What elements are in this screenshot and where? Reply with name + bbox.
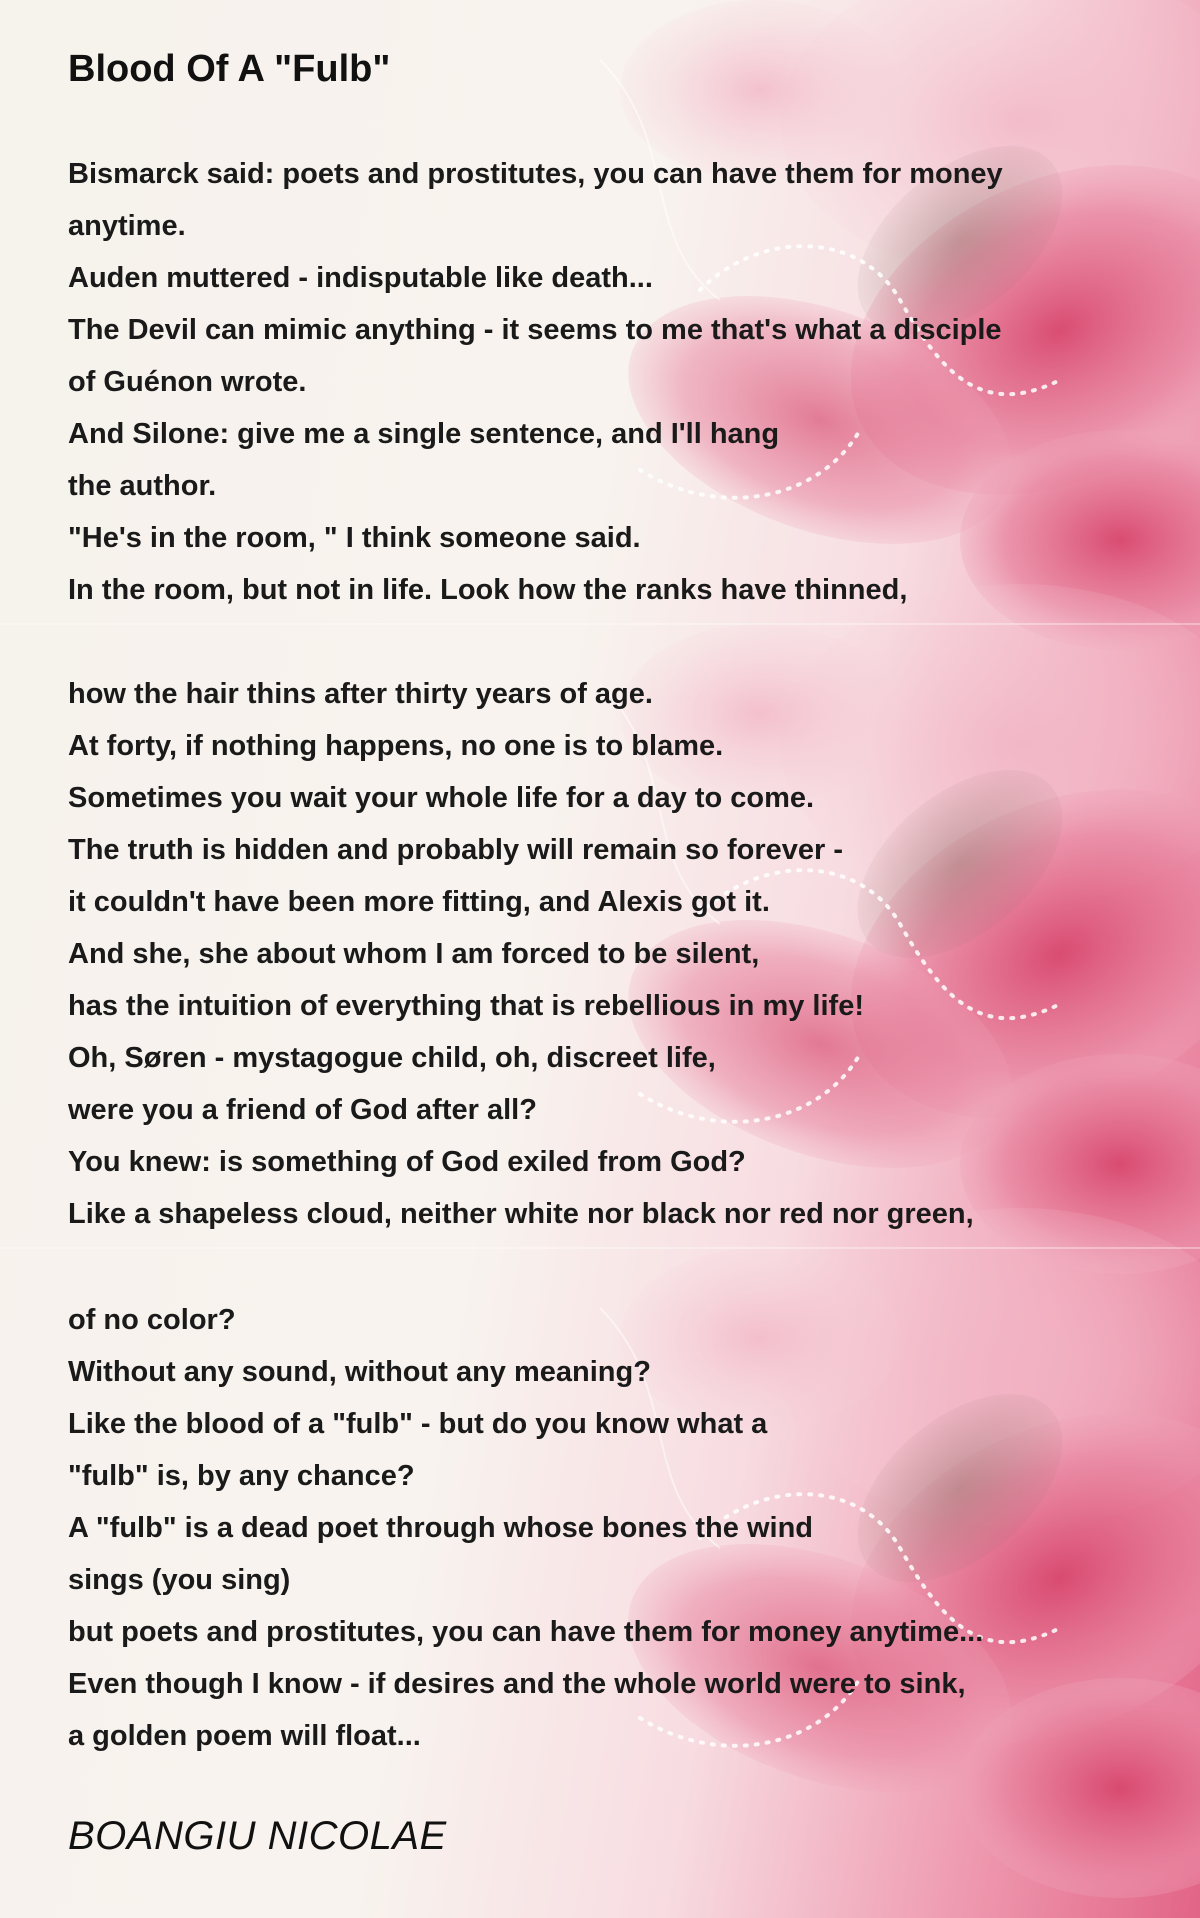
poem-line: it couldn't have been more fitting, and Alexis got it. — [68, 886, 770, 918]
poem-line: Bismarck said: poets and prostitutes, you can have them for money — [68, 158, 1003, 190]
poem-line: were you a friend of God after all? — [68, 1094, 537, 1126]
poem-line: Oh, Søren - mystagogue child, oh, discreet life, — [68, 1042, 716, 1074]
poem-line: Like the blood of a "fulb" - but do you know what a — [68, 1408, 768, 1440]
poem-stanza-3 — [68, 1294, 983, 1762]
poem-line: "fulb" is, by any chance? — [68, 1460, 415, 1492]
poem-line: Auden muttered - indisputable like death... — [68, 262, 653, 294]
poem-line: of Guénon wrote. — [68, 366, 307, 398]
poem-line: of no color? — [68, 1304, 236, 1336]
poem-line: And she, she about whom I am forced to be silent, — [68, 938, 760, 970]
poem-line: but poets and prostitutes, you can have them for money anytime... — [68, 1616, 984, 1648]
poem-line: Without any sound, without any meaning? — [68, 1356, 651, 1388]
poem-line: Even though I know - if desires and the whole world were to sink, — [68, 1668, 966, 1700]
poem-line: how the hair thins after thirty years of age. — [68, 678, 653, 710]
poem-line: Like a shapeless cloud, neither white nor black nor red nor green, — [68, 1198, 974, 1230]
poem-line: At forty, if nothing happens, no one is to blame. — [68, 730, 724, 762]
poem-line: sings (you sing) — [68, 1564, 291, 1596]
poem-line: A "fulb" is a dead poet through whose bones the wind — [68, 1512, 813, 1544]
poem-line: has the intuition of everything that is rebellious in my life! — [68, 990, 864, 1022]
poem-line: And Silone: give me a single sentence, and I'll hang — [68, 418, 780, 450]
poem-title: Blood Of A "Fulb" — [68, 48, 391, 90]
poem-line: the author. — [68, 470, 217, 502]
poem-line: The Devil can mimic anything - it seems to me that's what a disciple — [68, 314, 1002, 346]
poem-line: a golden poem will float... — [68, 1720, 421, 1752]
poem-line: The truth is hidden and probably will remain so forever - — [68, 834, 844, 866]
poem-line: Sometimes you wait your whole life for a day to come. — [68, 782, 815, 814]
poem-stanza-2 — [68, 668, 974, 1240]
poem-line: anytime. — [68, 210, 186, 242]
poem-line: You knew: is something of God exiled from God? — [68, 1146, 746, 1178]
poem-line: In the room, but not in life. Look how the ranks have thinned, — [68, 574, 908, 606]
poem-stanza-1 — [68, 148, 1003, 616]
poem-author: BOANGIU NICOLAE — [68, 1814, 447, 1858]
poem-line: "He's in the room, " I think someone said. — [68, 522, 641, 554]
